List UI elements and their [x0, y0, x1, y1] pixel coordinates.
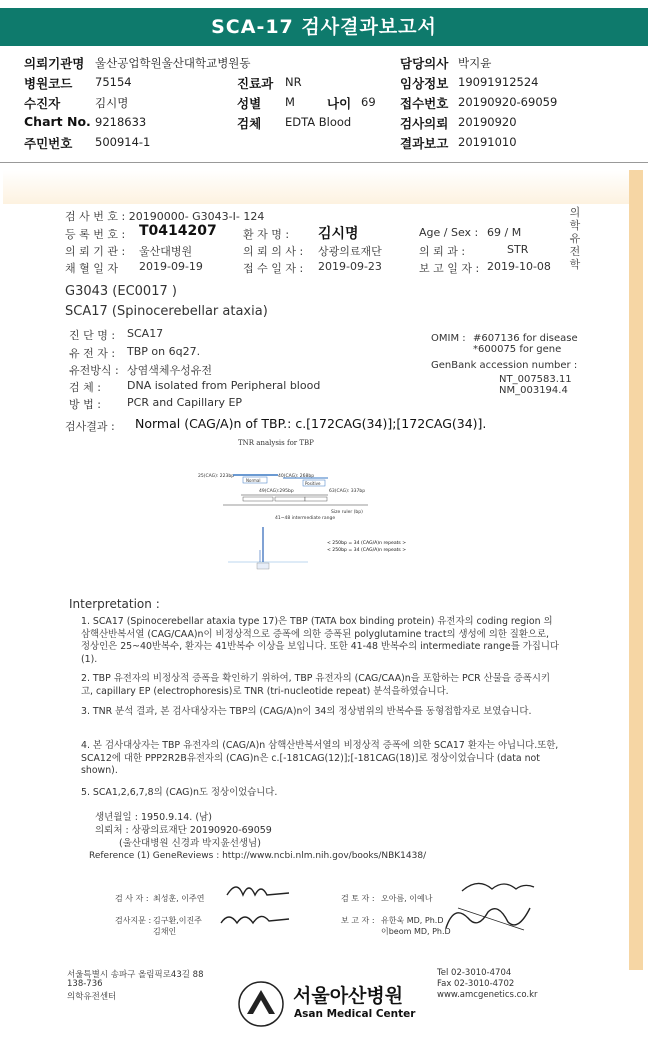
address-line-2: 138-736: [67, 979, 103, 989]
genbank-label: GenBank accession number :: [431, 360, 578, 371]
diagram-segment-2: [275, 497, 305, 501]
draw-label: 채 혈 일 자: [65, 262, 118, 275]
recv-label: 접 수 일 자 :: [243, 262, 304, 275]
code-label: 병원코드: [24, 76, 73, 91]
nt-accession: NT_007583.11: [499, 374, 572, 385]
interp-paragraph-4: 4. 본 검사대상자는 TBP 유전자의 (CAG/A)n 삼핵산반복서열의 비정상적 증폭에 의한 SCA17 환자는 아닙니다.또한, SCA12에 대한 PPP2R2B유전자의 (CAG)n은 c.[-181CAG(12)];[-181CAG(18)]로 정상이었습니다 (data not shown).: [81, 740, 559, 776]
peak-annotation-2: < 250bp = 34 (CAG/A)n repeats >: [327, 548, 407, 553]
receipt-label: 접수번호: [400, 96, 449, 111]
omim-gene: *600075 for gene: [473, 344, 562, 355]
header-info: [0, 48, 648, 162]
agesex-label: Age / Sex :: [419, 226, 479, 239]
scan-edge: [629, 170, 643, 970]
report-date: 2019-10-08: [487, 260, 551, 273]
referer-detail: (울산대병원 신경과 박지윤선생님): [119, 838, 261, 849]
name-value: 김시명: [95, 96, 129, 110]
reporter-label: 보 고 자 :: [341, 916, 375, 925]
tel: Tel 02-3010-4704: [437, 968, 512, 978]
req-dept-label: 의 뢰 과 :: [419, 245, 466, 258]
address-line-3: 의학유전센터: [67, 992, 117, 1002]
gene-label: 유 전 자 :: [69, 347, 116, 360]
clinic-value: NR: [285, 75, 302, 89]
test-code: G3043 (EC0017 ): [65, 284, 177, 299]
disease-name: SCA17 (Spinocerebellar ataxia): [65, 304, 268, 319]
clinic-label: 진료과: [237, 76, 274, 91]
reporter-signature: [438, 898, 538, 936]
reporter-value: 유한욱 MD, Ph.D: [381, 916, 444, 925]
advisor-value-2: 김채인: [153, 927, 177, 936]
req-doc-value: 상광의료재단: [318, 245, 382, 258]
test-no: 검 사 번 호 : 20190000- G3043-I- 124: [65, 210, 265, 223]
birth-date: 생년월일 : 1950.9.14. (남): [95, 812, 212, 823]
specimen-label: 검체: [237, 116, 262, 131]
reference: Reference (1) GeneReviews : http://www.ncbi.nlm.nih.gov/books/NBK1438/: [89, 851, 427, 861]
omim-label: OMIM :: [431, 333, 466, 344]
code-value: 75154: [95, 75, 132, 89]
diagram-segment-1: [243, 497, 273, 501]
patient-name: 김시명: [318, 226, 359, 242]
checker-value: 오아름, 이예나: [381, 894, 433, 903]
result-value: Normal (CAG/A)n of TBP.: c.[172CAG(34)];[172CAG(34)].: [135, 416, 487, 431]
request-value: 20190920: [458, 115, 517, 129]
ruler-label: Size ruler (bp): [331, 510, 363, 515]
report-label: 결과보고: [400, 136, 449, 151]
peak-annotation-1: < 250bp = 34 (CAG/A)n repeats >: [327, 541, 407, 546]
chart-label: Chart No.: [24, 114, 91, 129]
peak-label-box: [257, 563, 269, 569]
scanned-report: [3, 170, 643, 1040]
dx-label: 진 단 명 :: [69, 329, 116, 342]
result-label: 검사결과 :: [65, 420, 115, 433]
reporter-value-2: 이beom MD, Ph.D: [381, 927, 451, 936]
advisor-value: 김구환,이진주: [153, 916, 202, 925]
tester-signature: [223, 875, 293, 905]
req-org-value: 울산대병원: [139, 245, 193, 258]
asan-logo-korean: 서울아산병원: [293, 985, 404, 1007]
interpretation-title: Interpretation :: [69, 597, 160, 611]
age-label: 나이: [327, 96, 352, 111]
diagram-segment-3: [305, 497, 327, 501]
reg-label: 등 록 번 호 :: [65, 228, 126, 241]
asan-foundation-logo: [237, 980, 285, 1028]
spec-value: DNA isolated from Peripheral blood: [127, 379, 321, 392]
interp-paragraph-3: 3. TNR 분석 결과, 본 검사대상자는 TBP의 (CAG/A)n이 34의 정상범위의 반복수를 동형접합자로 보였습니다.: [81, 706, 532, 717]
method-label: 방 법 :: [69, 398, 101, 411]
reg-no: T0414207: [139, 223, 217, 239]
tester-label: 검 사 자 :: [115, 894, 149, 903]
diagram-label-25: 25(CAG): 223bp: [198, 474, 235, 479]
nm-accession: NM_003194.4: [499, 385, 568, 396]
positive-label: Positive: [305, 481, 321, 486]
method-value: PCR and Capillary EP: [127, 396, 243, 409]
tnr-diagram: [193, 435, 443, 575]
doctor-value: 박지윤: [458, 56, 492, 70]
website: www.amcgenetics.co.kr: [437, 990, 538, 1000]
doctor-label: 담당의사: [400, 56, 449, 71]
checker-label: 검 토 자 :: [341, 894, 375, 903]
interp-paragraph-5: 5. SCA1,2,6,7,8의 (CAG)n도 정상이었습니다.: [81, 787, 278, 798]
name-label: 수진자: [24, 96, 61, 111]
request-label: 검사의뢰: [400, 116, 449, 131]
advisor-label: 검사지문 :: [115, 916, 152, 925]
inherit-label: 유전방식 :: [69, 364, 119, 377]
specimen-value: EDTA Blood: [285, 115, 352, 129]
scan-shadow: [3, 170, 643, 204]
diagram-label-63: 63(CAG): 337bp: [329, 489, 366, 494]
age-value: 69: [361, 95, 376, 109]
address-line-1: 서울특별시 송파구 올림픽로43길 88: [67, 970, 204, 980]
asan-logo-english: Asan Medical Center: [294, 1008, 416, 1020]
patient-label: 환 자 명 :: [243, 228, 290, 241]
gene-value: TBP on 6q27.: [127, 345, 201, 358]
report-title-banner: SCA-17 검사결과보고서: [0, 8, 648, 46]
hospital-value: 울산공업학원울산대학교병원동: [95, 56, 251, 70]
req-dept-value: STR: [507, 243, 529, 256]
req-doc-label: 의 뢰 의 사 :: [243, 245, 304, 258]
recv-date: 2019-09-23: [318, 260, 382, 273]
req-org-label: 의 뢰 기 관 :: [65, 245, 126, 258]
advisor-signature: [215, 905, 295, 933]
inherit-value: 상염색체우성유전: [127, 364, 213, 377]
diagram-title: TNR analysis for TBP: [238, 439, 314, 447]
draw-date: 2019-09-19: [139, 260, 203, 273]
sex-label: 성별: [237, 96, 262, 111]
referer: 의뢰처 : 상광의료재단 20190920-69059: [95, 825, 272, 836]
tester-value: 최성훈, 이주연: [153, 894, 205, 903]
interp-paragraph-1: 1. SCA17 (Spinocerebellar ataxia type 17)은 TBP (TATA box binding protein) 유전자의 coding region 의 삼핵산반복서열 (CAG/CAA)n이 비정상적으로 증폭에 의한 증폭된 polyglutamine tract의 생성에 의한 질환으로, 정상인은 25~40반복수, 환자는 41반복수 이상을 보입니다. 또한 41-48 반복수의 intermediate range를 가집니다 (1).: [81, 616, 559, 665]
hospital-label: 의뢰기관명: [24, 56, 85, 71]
report-value: 20191010: [458, 135, 517, 149]
sex-value: M: [285, 95, 295, 109]
receipt-value: 20190920-69059: [458, 95, 558, 109]
fax: Fax 02-3010-4702: [437, 979, 515, 989]
diagram-label-49: 49(CAG):295bp: [259, 489, 294, 494]
dx-value: SCA17: [127, 327, 164, 340]
interp-paragraph-2: 2. TBP 유전자의 비정상적 증폭을 확인하기 위하여, TBP 유전자의 (CAG/CAA)n을 포함하는 PCR 산물을 증폭시키고, capillary EP (electrophoresis)로 TNR (tri-nucleotide repeat) 분석을하였습니다.: [81, 673, 551, 697]
header-divider: [0, 162, 648, 163]
side-dept-label: 의학유전학: [569, 206, 581, 271]
spec-label: 검 체 :: [69, 381, 101, 394]
report-date-label: 보 고 일 자 :: [419, 262, 480, 275]
normal-label: Normal: [246, 478, 261, 483]
resident-value: 500914-1: [95, 135, 151, 149]
chart-value: 9218633: [95, 115, 147, 129]
diagram-label-40: 40(CAG): 268bp: [278, 474, 315, 479]
clinical-label: 임상정보: [400, 76, 449, 91]
agesex-value: 69 / M: [487, 226, 522, 239]
clinical-value: 19091912524: [458, 75, 539, 89]
omim-disease: #607136 for disease: [473, 333, 578, 344]
intermediate-label: 41~48 intermediate range: [275, 516, 336, 521]
resident-label: 주민번호: [24, 136, 73, 151]
